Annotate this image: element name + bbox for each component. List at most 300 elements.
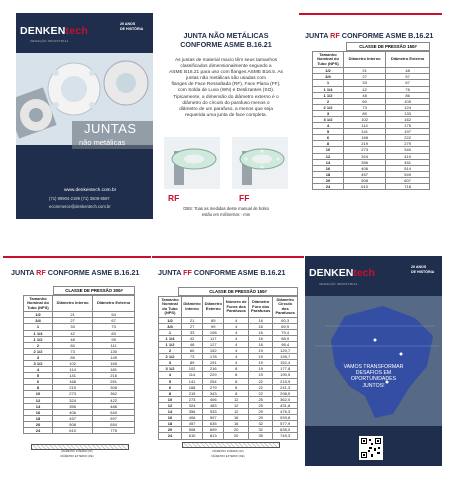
value-cell: 4 <box>224 342 249 348</box>
value-cell: 343 <box>203 390 224 396</box>
value-cell: 718 <box>386 184 430 190</box>
value-cell: 8 <box>224 372 249 378</box>
value-cell: 4 <box>224 348 249 354</box>
col-header: Número de Furos dos Parafusos <box>224 297 249 318</box>
rf-300-table-wrap <box>23 286 135 434</box>
value-cell: 102 <box>53 360 93 366</box>
value-cell: 32 <box>249 421 273 427</box>
value-cell: 86 <box>386 92 430 98</box>
value-cell: 12 <box>224 409 249 415</box>
nps-cell: 20 <box>159 427 182 433</box>
value-cell: 54 <box>93 312 135 318</box>
value-cell: 533 <box>203 409 224 415</box>
value-cell: 27 <box>182 323 203 329</box>
value-cell: 133 <box>386 110 430 116</box>
value-cell: 57 <box>386 74 430 80</box>
nps-cell: 16 <box>24 409 53 415</box>
value-cell: 4 <box>224 317 249 323</box>
nps-cell: 1 1/4 <box>313 86 344 92</box>
brand-tagline: VEDAÇÃO INDUSTRIAL <box>30 39 69 43</box>
nps-cell: 2 1/2 <box>313 104 344 110</box>
nps-cell: 8 <box>159 390 182 396</box>
value-cell: 29 <box>249 409 273 415</box>
value-cell: 483 <box>203 402 224 408</box>
value-cell: 73 <box>182 354 203 360</box>
value-cell: 27 <box>53 318 93 324</box>
value-cell: 308 <box>93 385 135 391</box>
value-cell: 16 <box>249 329 273 335</box>
value-cell: 177,8 <box>273 366 298 372</box>
value-cell: 254 <box>203 378 224 384</box>
nps-cell: 18 <box>313 171 344 177</box>
value-cell: 95 <box>93 336 135 342</box>
nps-cell: 3/4 <box>24 318 53 324</box>
value-cell: 279 <box>203 384 224 390</box>
table-row <box>159 433 298 439</box>
value-cell: 165 <box>93 360 135 366</box>
value-cell: 16 <box>224 421 249 427</box>
value-cell: 42 <box>182 335 203 341</box>
value-cell: 29 <box>249 415 273 421</box>
diagram-de-label: DIÂMETRO EXTERNO (DE) <box>60 455 94 458</box>
value-cell: 42 <box>53 330 93 336</box>
value-cell: 273 <box>182 396 203 402</box>
pressure-class: CLASSE DE PRESSÃO 150# <box>178 287 298 296</box>
value-cell: 168 <box>53 379 93 385</box>
nps-cell: 1 1/2 <box>24 336 53 342</box>
value-cell: 83 <box>93 330 135 336</box>
value-cell: 162 <box>386 116 430 122</box>
value-cell: 356 <box>53 403 93 409</box>
nps-cell: 10 <box>313 147 344 153</box>
value-cell: 635 <box>203 421 224 427</box>
value-cell: 219 <box>53 385 93 391</box>
value-cell: 229 <box>203 372 224 378</box>
value-cell: 406 <box>344 165 386 171</box>
value-cell: 749,3 <box>273 433 298 439</box>
value-cell: 406 <box>182 415 203 421</box>
value-cell: 102 <box>182 366 203 372</box>
value-cell: 120,7 <box>273 348 298 354</box>
value-cell: 19 <box>249 366 273 372</box>
nps-cell: 16 <box>159 415 182 421</box>
brand-logo: DENKENtech <box>309 267 375 279</box>
value-cell: 324 <box>344 153 386 159</box>
nps-cell: 5 <box>24 373 53 379</box>
intro-heading: JUNTA NÃO METÁLICAS CONFORME ASME B.16.21 <box>180 31 272 49</box>
value-cell: 8 <box>224 378 249 384</box>
nps-cell: 5 <box>159 378 182 384</box>
value-cell: 340 <box>386 147 430 153</box>
value-cell: 48 <box>53 336 93 342</box>
gasket-illustrations <box>160 133 292 193</box>
nps-cell: 12 <box>159 402 182 408</box>
value-cell: 141 <box>53 373 93 379</box>
value-cell: 60,3 <box>273 317 298 323</box>
nps-cell: 3 1/2 <box>159 366 182 372</box>
nps-cell: 1/2 <box>24 312 53 318</box>
value-cell: 273 <box>344 147 386 153</box>
table-row <box>24 428 135 434</box>
value-cell: 27 <box>344 74 386 80</box>
value-cell: 514 <box>386 165 430 171</box>
value-cell: 4 <box>224 335 249 341</box>
value-cell: 16 <box>249 335 273 341</box>
value-cell: 22 <box>249 384 273 390</box>
value-cell: 597 <box>93 415 135 421</box>
rf-150-table <box>312 51 430 190</box>
value-cell: 457 <box>182 421 203 427</box>
top-accent-bar <box>3 256 151 258</box>
brand-tagline: VEDAÇÃO INDUSTRIAL <box>319 282 358 286</box>
value-cell: 19 <box>249 354 273 360</box>
value-cell: 539,8 <box>273 415 298 421</box>
nps-cell: 1 1/2 <box>159 342 182 348</box>
col-header: Diâmetro Círculo dos Parafusos <box>273 297 298 318</box>
rf-150-panel <box>299 13 442 219</box>
value-cell: 362 <box>93 391 135 397</box>
nps-cell: 8 <box>313 141 344 147</box>
ff-150-table-wrap <box>158 287 298 440</box>
value-cell: 141 <box>182 378 203 384</box>
nps-cell: 2 1/2 <box>159 354 182 360</box>
nps-cell: 6 <box>313 135 344 141</box>
value-cell: 4 <box>224 354 249 360</box>
col-header: Diâmetro Externo <box>386 52 430 68</box>
nps-cell: 3/4 <box>313 74 344 80</box>
value-cell: 279 <box>386 141 430 147</box>
col-header: Diâmetro Interno <box>182 297 203 318</box>
value-cell: 22 <box>249 390 273 396</box>
value-cell: 540 <box>93 409 135 415</box>
value-cell: 431,8 <box>273 402 298 408</box>
value-cell: 35 <box>249 433 273 439</box>
nps-cell: 3 <box>159 360 182 366</box>
value-cell: 549 <box>386 171 430 177</box>
years-badge: 20 ANOS DE HISTÓRIA <box>120 22 144 31</box>
nps-cell: 24 <box>313 184 344 190</box>
value-cell: 114 <box>53 367 93 373</box>
nps-cell: 1 <box>313 80 344 86</box>
value-cell: 215,9 <box>273 378 298 384</box>
value-cell: 699 <box>203 427 224 433</box>
nps-cell: 1 1/4 <box>159 335 182 341</box>
value-cell: 152 <box>203 348 224 354</box>
table-title: JUNTA RF CONFORME ASME B.16.21 <box>305 31 434 40</box>
diagram-di-label: DIÂMETRO INTERNO (DI) <box>61 450 93 453</box>
value-cell: 60 <box>344 98 386 104</box>
slogan: VAMOS TRANSFORMAR DESAFIOS EM OPORTUNIDADES JUNTOS! <box>343 364 404 389</box>
nps-cell: 12 <box>24 397 53 403</box>
value-cell: 141 <box>344 129 386 135</box>
value-cell: 111 <box>93 342 135 348</box>
value-cell: 16 <box>249 317 273 323</box>
value-cell: 88,9 <box>273 335 298 341</box>
value-cell: 19 <box>249 360 273 366</box>
value-cell: 4 <box>224 323 249 329</box>
table-row <box>313 184 430 190</box>
value-cell: 108 <box>203 329 224 335</box>
value-cell: 32 <box>249 427 273 433</box>
gasket-section-diagram <box>182 442 280 448</box>
col-header: Diâmetro Externo <box>203 297 224 318</box>
value-cell: 21 <box>53 312 93 318</box>
value-cell: 114 <box>344 123 386 129</box>
value-cell: 273 <box>53 391 93 397</box>
nps-cell: 5 <box>313 129 344 135</box>
value-cell: 197 <box>386 129 430 135</box>
value-cell: 4 <box>224 329 249 335</box>
nps-cell: 6 <box>24 379 53 385</box>
value-cell: 219 <box>344 141 386 147</box>
value-cell: 79,4 <box>273 329 298 335</box>
top-accent-bar <box>152 256 304 258</box>
value-cell: 21 <box>182 317 203 323</box>
col-header: Tamanho Nominal do Tubo (NPS) <box>313 52 344 68</box>
value-cell: 610 <box>344 184 386 190</box>
nps-cell: 16 <box>313 165 344 171</box>
col-header: Diâmetro Externo <box>93 296 135 312</box>
value-cell: 577,9 <box>273 421 298 427</box>
nps-cell: 3 <box>24 354 53 360</box>
value-cell: 89 <box>203 317 224 323</box>
col-header: Tamanho Nominal do Tubo (NPS) <box>159 297 182 318</box>
value-cell: 98,4 <box>273 342 298 348</box>
value-cell: 8 <box>224 366 249 372</box>
nps-cell: 2 1/2 <box>24 348 53 354</box>
value-cell: 406 <box>203 396 224 402</box>
brazil-map-illustration <box>305 296 442 426</box>
value-cell: 654 <box>93 421 135 427</box>
value-cell: 635,0 <box>273 427 298 433</box>
value-cell: 20 <box>224 427 249 433</box>
value-cell: 117 <box>203 335 224 341</box>
value-cell: 4 <box>224 360 249 366</box>
value-cell: 33 <box>344 80 386 86</box>
value-cell: 149 <box>93 354 135 360</box>
nps-cell: 3 1/2 <box>24 360 53 366</box>
value-cell: 362,0 <box>273 396 298 402</box>
measurement-note: OBS: Toas as medidas deste manual de bolso estão em milímetros - mm <box>183 206 269 217</box>
website-link[interactable]: www.denkentech.com.br <box>64 188 117 193</box>
intro-body: As juntas de material macio têm seus tamanhos classificados dimensionalmente segundo a ASME B16.21 para uso com flanges ASME B16.5. As juntas não metálicas são usadas com flanges de Face Ressaltada (RF), Face Plana (FF), com Solda de Luva (WN) e Deslizantes (SO). Tipicamente, a dimensão do diâmetro externo é o diâmetro do círculo do parafuso menos o diâmetro de um parafuso, a menos que seja requerida uma junta de face completa. <box>169 58 283 118</box>
email-link[interactable]: ecommerce@denkentech.com.br <box>49 204 111 209</box>
value-cell: 216 <box>93 373 135 379</box>
value-cell: 105 <box>386 98 430 104</box>
rf-150-table-wrap <box>312 42 430 190</box>
value-cell: 25 <box>249 396 273 402</box>
value-cell: 21 <box>344 68 386 74</box>
value-cell: 508 <box>53 421 93 427</box>
diagram-di-label: DIÂMETRO INTERNO (DI) <box>212 450 244 453</box>
value-cell: 607 <box>386 177 430 183</box>
pressure-class: CLASSE DE PRESSÃO 300# <box>53 286 135 295</box>
value-cell: 124 <box>386 104 430 110</box>
value-cell: 89 <box>182 360 203 366</box>
cover-panel <box>16 13 153 219</box>
nps-cell: 18 <box>159 421 182 427</box>
nps-cell: 18 <box>24 415 53 421</box>
rf-300-table <box>23 295 135 434</box>
cover-subtitle: não metálicas <box>79 138 126 147</box>
years-badge: 20 ANOS DE HISTÓRIA <box>411 265 435 274</box>
nps-cell: 4 <box>24 367 53 373</box>
ff-label: FF <box>239 193 250 203</box>
value-cell: 190,5 <box>273 372 298 378</box>
value-cell: 73 <box>53 348 93 354</box>
value-cell: 457 <box>53 415 93 421</box>
value-cell: 222 <box>386 135 430 141</box>
nps-cell: 20 <box>24 421 53 427</box>
nps-cell: 1 <box>24 324 53 330</box>
value-cell: 127 <box>203 342 224 348</box>
value-cell: 356 <box>344 159 386 165</box>
nps-cell: 1/2 <box>313 68 344 74</box>
nps-cell: 24 <box>159 433 182 439</box>
nps-cell: 8 <box>24 385 53 391</box>
value-cell: 99 <box>203 323 224 329</box>
nps-cell: 3 1/2 <box>313 116 344 122</box>
value-cell: 152,4 <box>273 360 298 366</box>
value-cell: 241,3 <box>273 384 298 390</box>
nps-cell: 10 <box>159 396 182 402</box>
rf-label: RF <box>168 193 180 203</box>
col-header: Diâmetro Interno <box>344 52 386 68</box>
nps-cell: 1 1/2 <box>313 92 344 98</box>
col-header: Diâmetro Interno <box>53 296 93 312</box>
nps-cell: 3/4 <box>159 323 182 329</box>
value-cell: 60 <box>53 342 93 348</box>
value-cell: 597 <box>203 415 224 421</box>
value-cell: 16 <box>224 415 249 421</box>
brand-logo: DENKENtech <box>20 25 88 37</box>
phone-numbers: (71) 99904-2199 (71) 3508-6597 <box>49 196 110 201</box>
nps-cell: 12 <box>313 153 344 159</box>
value-cell: 60 <box>182 348 203 354</box>
top-accent-bar <box>299 13 442 15</box>
pressure-class: CLASSE DE PRESSÃO 150# <box>346 42 430 51</box>
value-cell: 191 <box>203 360 224 366</box>
value-cell: 775 <box>93 428 135 434</box>
value-cell: 73 <box>93 324 135 330</box>
value-cell: 422 <box>93 397 135 403</box>
nps-cell: 3 <box>313 110 344 116</box>
value-cell: 508 <box>182 427 203 433</box>
nps-cell: 14 <box>313 159 344 165</box>
col-header: Tamanho Nominal do Tubo (NPS) <box>24 296 53 312</box>
value-cell: 813 <box>203 433 224 439</box>
value-cell: 48 <box>344 92 386 98</box>
value-cell: 114 <box>182 372 203 378</box>
value-cell: 610 <box>182 433 203 439</box>
value-cell: 19 <box>249 372 273 378</box>
nps-cell: 1 <box>159 329 182 335</box>
value-cell: 73 <box>344 104 386 110</box>
nps-cell: 1 1/4 <box>24 330 53 336</box>
value-cell: 175 <box>386 123 430 129</box>
nps-cell: 6 <box>159 384 182 390</box>
value-cell: 25 <box>249 402 273 408</box>
value-cell: 102 <box>344 116 386 122</box>
value-cell: 67 <box>93 318 135 324</box>
value-cell: 486 <box>93 403 135 409</box>
table-title: JUNTA FF CONFORME ASME B.16.21 <box>158 268 286 277</box>
value-cell: 67 <box>386 80 430 86</box>
back-cover-panel <box>305 256 442 466</box>
value-cell: 69,9 <box>273 323 298 329</box>
value-cell: 356 <box>182 409 203 415</box>
value-cell: 219 <box>182 390 203 396</box>
qr-code[interactable] <box>359 436 383 460</box>
diagram-de-label: DIÂMETRO EXTERNO (DE) <box>211 455 245 458</box>
value-cell: 76 <box>386 86 430 92</box>
value-cell: 12 <box>224 396 249 402</box>
ff-150-panel <box>152 256 304 466</box>
value-cell: 8 <box>224 390 249 396</box>
table-title: JUNTA RF CONFORME ASME B.16.21 <box>11 268 140 277</box>
value-cell: 19 <box>249 348 273 354</box>
nps-cell: 4 <box>159 372 182 378</box>
nps-cell: 14 <box>159 409 182 415</box>
cover-title: JUNTAS <box>84 121 137 136</box>
nps-cell: 1/2 <box>159 317 182 323</box>
value-cell: 130 <box>93 348 135 354</box>
nps-cell: 14 <box>24 403 53 409</box>
value-cell: 16 <box>249 342 273 348</box>
value-cell: 48 <box>386 68 430 74</box>
value-cell: 298,5 <box>273 390 298 396</box>
value-cell: 42 <box>344 86 386 92</box>
value-cell: 181 <box>93 367 135 373</box>
ff-150-table <box>158 296 298 440</box>
nps-cell: 20 <box>313 177 344 183</box>
intro-panel <box>154 13 298 219</box>
value-cell: 476,3 <box>273 409 298 415</box>
value-cell: 20 <box>224 433 249 439</box>
value-cell: 251 <box>93 379 135 385</box>
value-cell: 610 <box>53 428 93 434</box>
value-cell: 168 <box>344 135 386 141</box>
value-cell: 48 <box>182 342 203 348</box>
value-cell: 139,7 <box>273 354 298 360</box>
value-cell: 89 <box>344 110 386 116</box>
value-cell: 410 <box>386 153 430 159</box>
value-cell: 324 <box>182 402 203 408</box>
value-cell: 8 <box>224 384 249 390</box>
value-cell: 216 <box>203 366 224 372</box>
col-header: Diâmetro Furo dos Parafusos <box>249 297 273 318</box>
nps-cell: 2 <box>24 342 53 348</box>
value-cell: 457 <box>344 171 386 177</box>
value-cell: 406 <box>53 409 93 415</box>
nps-cell: 4 <box>313 123 344 129</box>
value-cell: 12 <box>224 402 249 408</box>
value-cell: 508 <box>344 177 386 183</box>
value-cell: 33 <box>53 324 93 330</box>
value-cell: 178 <box>203 354 224 360</box>
nps-cell: 2 <box>313 98 344 104</box>
nps-cell: 10 <box>24 391 53 397</box>
value-cell: 168 <box>182 384 203 390</box>
rf-300-panel <box>3 256 151 466</box>
value-cell: 22 <box>249 378 273 384</box>
nps-cell: 24 <box>24 428 53 434</box>
value-cell: 89 <box>53 354 93 360</box>
value-cell: 451 <box>386 159 430 165</box>
value-cell: 324 <box>53 397 93 403</box>
nps-cell: 2 <box>159 348 182 354</box>
value-cell: 16 <box>249 323 273 329</box>
